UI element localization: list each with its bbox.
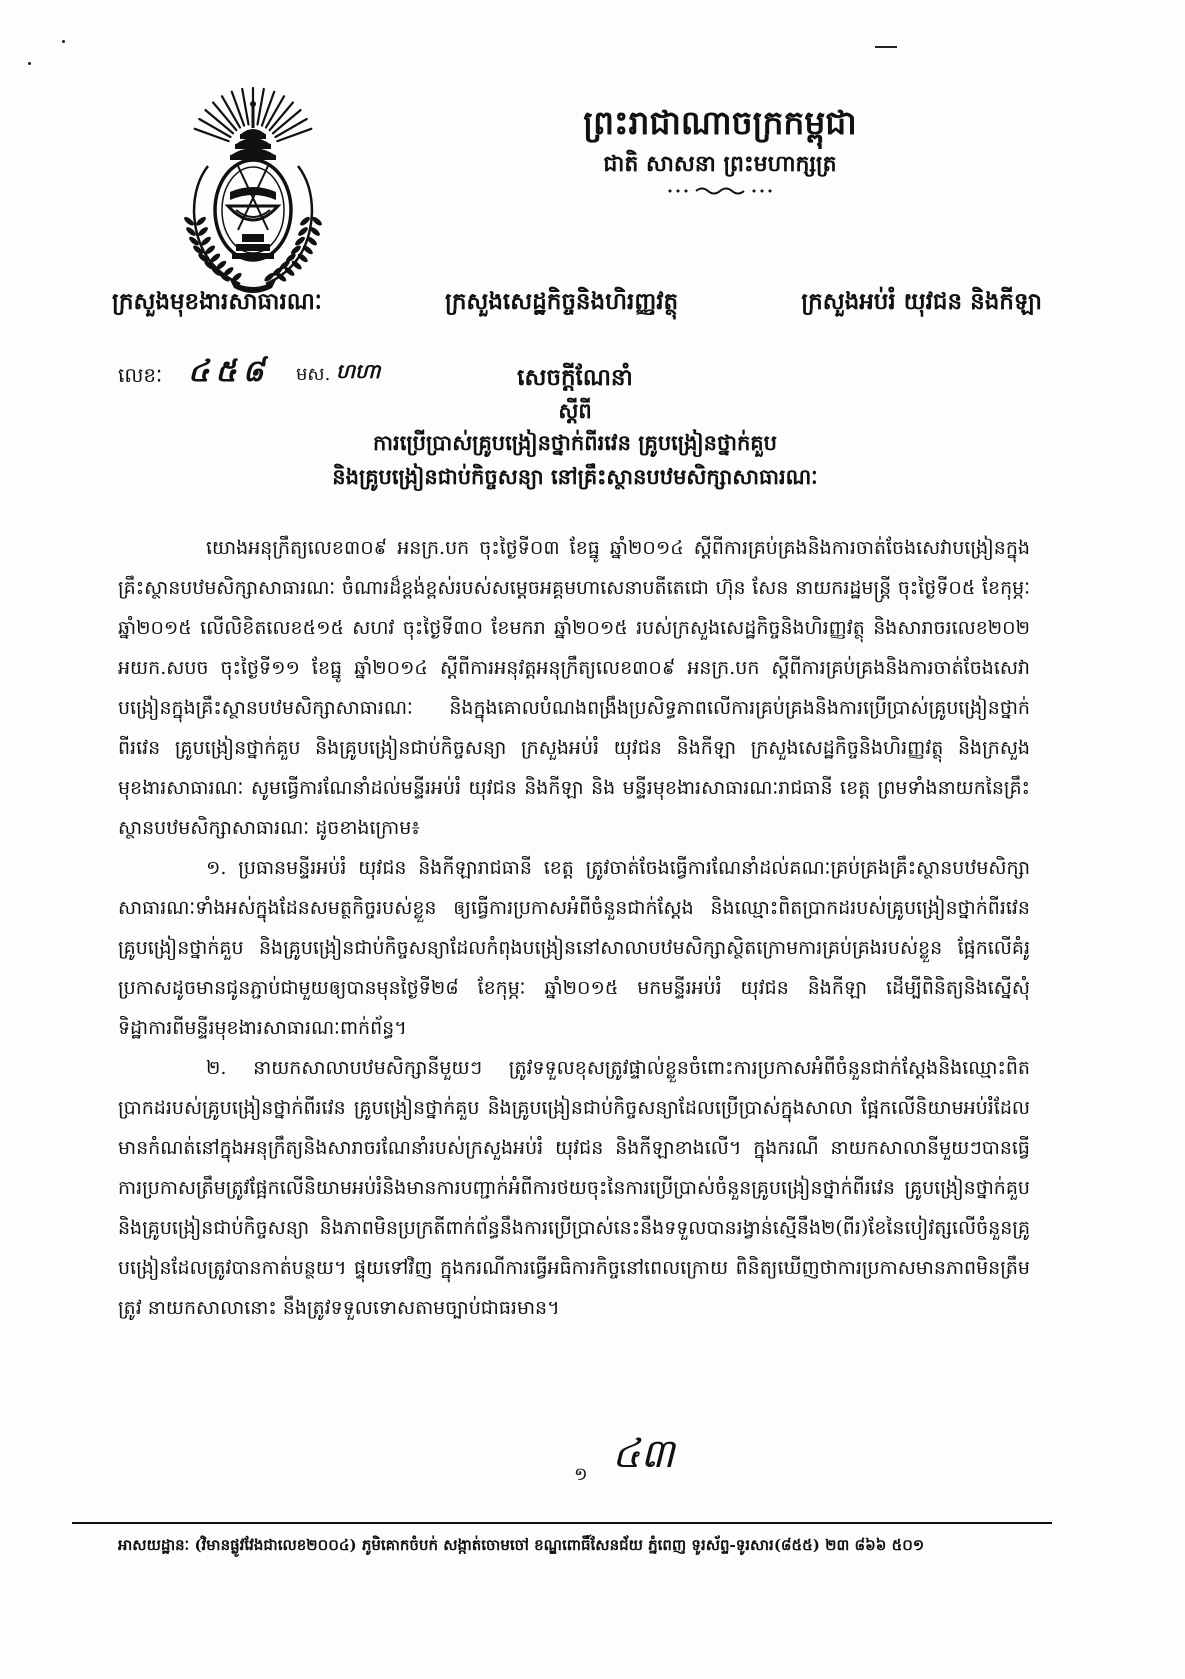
kingdom-header — [520, 100, 920, 196]
page-number: ១ — [574, 1464, 588, 1485]
issuing-ministries — [112, 282, 1042, 322]
body-point-2: ២. នាយកសាលាបឋមសិក្សានីមួយៗ ត្រូវទទួលខុសត្រូវផ្ទាល់ខ្លួនចំពោះការប្រកាសអំពីចំនួនជាក់ស្តែងនិងឈ្មោះពិតប្រាកដរបស់គ្រូបង្រៀនថ្នាក់ពីរវេន គ្រូបង្រៀនថ្នាក់គួប និងគ្រូបង្រៀនជាប់កិច្ចសន្យាដែលប្រើប្រាស់ក្នុងសាលា ផ្អែកលើនិយាមអប់រំដែលមានកំណត់នៅក្នុងអនុក្រឹត្យនិងសារាចរណែនាំរបស់ក្រសួងអប់រំ យុវជន និងកីឡាខាងលើ។ ក្នុងករណី នាយកសាលានីមួយៗបានធ្វើការប្រកាសត្រឹមត្រូវផ្អែកលើនិយាមអប់រំនិងមានការបញ្ជាក់អំពីការថយចុះនៃការប្រើប្រាស់ចំនួនគ្រូបង្រៀនថ្នាក់ពីរវេន គ្រូបង្រៀនថ្នាក់គួប និងគ្រូបង្រៀនជាប់កិច្ចសន្យា និងភាពមិនប្រក្រតីពាក់ព័ន្ធនឹងការប្រើប្រាស់នេះនឹងទទួលបានរង្វាន់ស្មើនឹង២(ពីរ)ខែនៃបៀវត្សលើចំនួនគ្រូបង្រៀនដែលត្រូវបានកាត់បន្ថយ។ ផ្ទុយទៅវិញ ក្នុងករណីការធ្វើអធិការកិច្ចនៅពេលក្រោយ ពិនិត្យឃើញថាការប្រកាសមានភាពមិនត្រឹមត្រូវ នាយកសាលានោះ នឹងត្រូវទទួលទោសតាមច្បាប់ជាធរមាន។ — [118, 1057, 1030, 1319]
document-body — [118, 528, 1030, 1463]
handwritten-reference-number: ៤៥៨ — [188, 354, 270, 389]
national-motto: ជាតិ សាសនា ព្រះមហាក្សត្រ — [603, 151, 837, 177]
handwritten-reference-code: ហហា — [336, 359, 381, 383]
reference-prefix: មស. — [296, 364, 331, 385]
document-title — [120, 360, 1030, 494]
scan-speck — [28, 62, 31, 65]
ministry-civil-service: ក្រសួងមុខងារសាធារណៈ — [112, 288, 322, 315]
body-intro-paragraph: យោងអនុក្រឹត្យលេខ៣០៩ អនក្រ.បក ចុះថ្ងៃទី០៣ ខែធ្នូ ឆ្នាំ២០១៤ ស្តីពីការគ្រប់គ្រងនិងការចាត់ចែងសេវាបង្រៀនក្នុងគ្រឹះស្ថានបឋមសិក្សាសាធារណៈ ចំណារដ៏ខ្ពង់ខ្ពស់របស់សម្តេចអគ្គមហាសេនាបតីតេជោ ហ៊ុន សែន នាយករដ្ឋមន្ត្រី ចុះថ្ងៃទី០៥ ខែកុម្ភៈ ឆ្នាំ២០១៥ លើលិខិតលេខ៥១៥ សហវ ចុះថ្ងៃទី៣០ ខែមករា ឆ្នាំ២០១៥ របស់ក្រសួងសេដ្ឋកិច្ចនិងហិរញ្ញវត្ថុ និងសារាចរលេខ២០២ អយក.សបច ចុះថ្ងៃទី១១ ខែធ្នូ ឆ្នាំ២០១៤ ស្តីពីការអនុវត្តអនុក្រឹត្យលេខ៣០៩ អនក្រ.បក ស្តីពីការគ្រប់គ្រងនិងការចាត់ចែងសេវាបង្រៀនក្នុងគ្រឹះស្ថានបឋមសិក្សាសាធារណៈ និងក្នុងគោលបំណងពង្រឹងប្រសិទ្ធភាពលើការគ្រប់គ្រងនិងការប្រើប្រាស់គ្រូបង្រៀនថ្នាក់ពីរវេន គ្រូបង្រៀនថ្នាក់គួប និងគ្រូបង្រៀនជាប់កិច្ចសន្យា ក្រសួងអប់រំ យុវជន និងកីឡា ក្រសួងសេដ្ឋកិច្ចនិងហិរញ្ញវត្ថុ និងក្រសួងមុខងារសាធារណៈ សូមធ្វើការណែនាំដល់មន្ទីរអប់រំ យុវជន និងកីឡា និង មន្ទីរមុខងារសាធារណៈរាជធានី ខេត្ត ព្រមទាំងនាយកនៃគ្រឹះស្ថានបឋមសិក្សាសាធារណៈ ដូចខាងក្រោម៖ — [118, 537, 1030, 839]
title-about: ស្តីពី — [558, 398, 592, 423]
title-subject-line-1: ការប្រើប្រាស់គ្រូបង្រៀនថ្នាក់ពីរវេន គ្រូបង្រៀនថ្នាក់គួប — [373, 430, 777, 455]
ministry-education: ក្រសួងអប់រំ យុវជន និងកីឡា — [801, 288, 1042, 315]
handwritten-page-mark: ៤៣ — [612, 1431, 675, 1477]
royal-emblem-icon — [178, 84, 328, 299]
title-main: សេចក្តីណែនាំ — [517, 364, 633, 391]
footer-divider — [72, 1522, 1052, 1524]
ornament-divider-icon — [650, 186, 790, 196]
ministry-economy-finance: ក្រសួងសេដ្ឋកិច្ចនិងហិរញ្ញវត្ថុ — [444, 288, 679, 315]
kingdom-title: ព្រះរាជាណាចក្រកម្ពុជា — [583, 103, 857, 142]
scan-dash — [875, 46, 897, 48]
royal-emblem — [178, 84, 328, 299]
reference-label: លេខៈ — [118, 363, 163, 387]
footer-address: អាសយដ្ឋានៈ (វិមានផ្លូវវែងជាលេខ២០០៤) ភូមិគោកចំបក់ សង្កាត់ចោមចៅ ខណ្ឌពោធិ៍សែនជ័យ ភ្នំពេញ ទូរស័ព្ទ-ទូរសារ(៨៥៥) ២៣ ៨៦៦ ៥០១ — [118, 1536, 925, 1554]
title-subject-line-2: និងគ្រូបង្រៀនជាប់កិច្ចសន្យា នៅគ្រឹះស្ថានបឋមសិក្សាសាធារណៈ — [332, 464, 818, 489]
body-point-1: ១. ប្រធានមន្ទីរអប់រំ យុវជន និងកីឡារាជធានី ខេត្ត ត្រូវចាត់ចែងធ្វើការណែនាំដល់គណៈគ្រប់គ្រងគ្រឹះស្ថានបឋមសិក្សាសាធារណៈទាំងអស់ក្នុងដែនសមត្ថកិច្ចរបស់ខ្លួន ឲ្យធ្វើការប្រកាសអំពីចំនួនជាក់ស្តែង និងឈ្មោះពិតប្រាកដរបស់គ្រូបង្រៀនថ្នាក់ពីរវេន គ្រូបង្រៀនថ្នាក់គួប និងគ្រូបង្រៀនជាប់កិច្ចសន្យាដែលកំពុងបង្រៀននៅសាលាបឋមសិក្សាស្ថិតក្រោមការគ្រប់គ្រងរបស់ខ្លួន ផ្អែកលើគំរូប្រកាសដូចមានជូនភ្ជាប់ជាមួយឲ្យបានមុនថ្ងៃទី២៨ ខែកុម្ភៈ ឆ្នាំ២០១៥ មកមន្ទីរអប់រំ យុវជន និងកីឡា ដើម្បីពិនិត្យនិងស្នើសុំទិដ្ឋាការពីមន្ទីរមុខងារសាធារណៈពាក់ព័ន្ធ។ — [118, 857, 1030, 1039]
scan-speck — [62, 40, 65, 43]
